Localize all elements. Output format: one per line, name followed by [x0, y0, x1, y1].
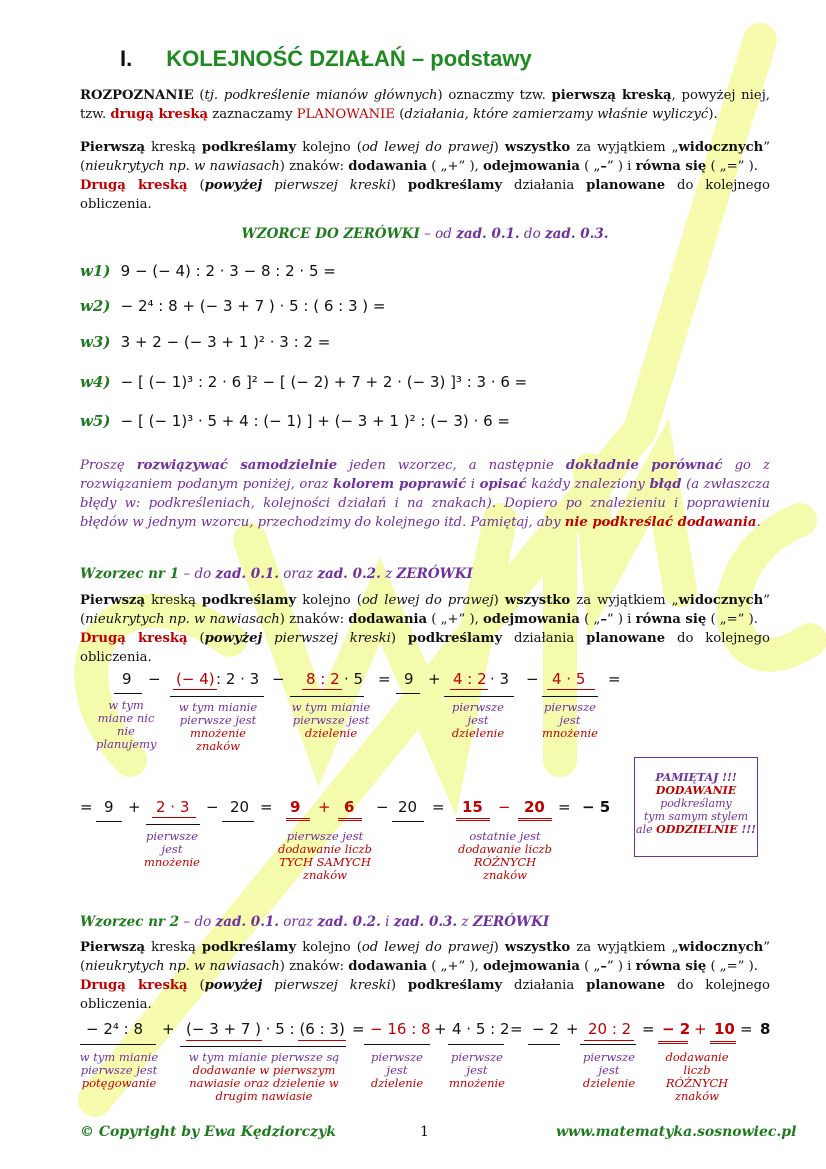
txt: zaznaczamy: [208, 107, 297, 122]
note: [182, 1051, 346, 1103]
term: 20: [230, 798, 250, 816]
operator: +: [318, 798, 331, 816]
txt: ( „: [579, 959, 601, 974]
operator: +: [434, 1020, 447, 1038]
txt: do kolejnego obliczenia.: [80, 178, 770, 212]
operator: +: [128, 798, 141, 816]
txt: kreską: [145, 940, 202, 955]
operator: =: [260, 798, 273, 816]
note-line: pierwsze jest: [452, 700, 504, 727]
txt: go z rozwiązaniem podanym poniżej, oraz: [80, 458, 770, 492]
operator: −: [148, 670, 161, 688]
txt: Proszę: [80, 458, 137, 473]
txt: WZORCE DO ZERÓWKI: [241, 226, 420, 242]
txt: , powyżej niej, tzw.: [80, 88, 770, 122]
txt: planowane: [586, 978, 666, 993]
wzorzec-expression: 9 − (− 4) : 2 · 3 − 8 : 2 · 5 =: [120, 262, 336, 280]
operator: =: [378, 670, 391, 688]
txt: ” (: [80, 140, 770, 174]
wzorzec-w4: w4) − [ (− 1)³ : 2 · 6 ]² − [ (− 2) + 7 + 2 · (− 3) ]³ : 3 · 6 =: [80, 373, 528, 391]
intro-paragraph-1: [80, 86, 770, 124]
txt: błąd: [649, 477, 682, 492]
txt: widocznych: [678, 940, 764, 955]
term: 20 : 2: [588, 1020, 632, 1038]
page-number: 1: [420, 1124, 429, 1140]
operator: −: [526, 670, 539, 688]
note-line: pierwsze jest: [451, 1050, 503, 1077]
note-line: dzielenie: [304, 726, 358, 740]
txt: tj. podkreślenie mianów głównych: [204, 88, 438, 103]
txt: za wyjątkiem „: [570, 593, 679, 608]
txt: – od: [419, 226, 457, 242]
txt: podkreślamy: [201, 140, 297, 155]
txt: kolorem poprawić: [333, 477, 467, 492]
note-line: ODDZIELNIE: [656, 823, 738, 836]
txt: wszystko: [504, 940, 571, 955]
term: 4 · 5: [552, 670, 586, 688]
note-line: PAMIĘTAJ !!!: [655, 771, 737, 784]
txt: dokładnie porównać: [565, 458, 723, 473]
txt: ): [493, 593, 505, 608]
note-line: podkreślamy: [660, 797, 732, 810]
txt: ): [493, 940, 505, 955]
term: 9: [404, 670, 414, 688]
txt: zad. 0.3.: [545, 226, 609, 242]
term: − 16 : 8: [370, 1020, 431, 1038]
txt: ” ) i: [606, 612, 636, 627]
wzorzec-w3: w3) 3 + 2 − (− 3 + 1 )² · 3 : 2 =: [80, 333, 331, 351]
wzorzec2-rules: [80, 938, 770, 1014]
wzorzec-label: w1: [80, 262, 104, 280]
txt: od lewej do prawej: [361, 593, 494, 608]
operator: =: [558, 798, 571, 816]
txt: jeden wzorzec, a następnie: [337, 458, 566, 473]
txt: oraz: [279, 914, 318, 930]
txt: odejmowania: [482, 959, 580, 974]
txt: i: [466, 477, 480, 492]
term: (− 4): [176, 670, 215, 688]
note: [286, 701, 376, 740]
txt: ROZPOZNANIE: [80, 88, 194, 103]
wzorzec-w1: w1) 9 − (− 4) : 2 · 3 − 8 : 2 · 5 =: [80, 262, 336, 280]
note-line: mnożenie: [542, 726, 598, 740]
note: [364, 1051, 430, 1090]
term: 20: [398, 798, 418, 816]
txt: Pierwszą: [80, 593, 146, 608]
operator: −: [272, 670, 285, 688]
note-line: w tym mianie pierwsze jest: [178, 700, 258, 727]
wzorzec-expression: 3 + 2 − (− 3 + 1 )² · 3 : 2 =: [120, 333, 331, 351]
note-line: DODAWANIE: [655, 784, 737, 797]
note-line: ostatnie jest: [469, 829, 541, 843]
note-line: ale: [636, 823, 657, 836]
txt: ( „+” ),: [427, 959, 483, 974]
txt: do kolejnego obliczenia.: [80, 978, 770, 1012]
note-line: mnożenie znaków: [190, 726, 246, 753]
term: : 2 · 3: [216, 670, 260, 688]
note: [538, 701, 602, 740]
txt: ” ) i: [606, 159, 636, 174]
term: 20: [524, 798, 545, 816]
txt: równa się: [635, 959, 707, 974]
txt: ( „: [579, 159, 601, 174]
txt: wszystko: [504, 593, 571, 608]
note: [170, 701, 266, 753]
term: 2 · 3: [156, 798, 190, 816]
txt: widocznych: [678, 593, 764, 608]
txt: ( „=” ).: [706, 612, 758, 627]
wzorzec-w5: w5) − [ (− 1)³ · 5 + 4 : (− 1) ] + (− 3 + 1 )² : (− 3) · 6 =: [80, 412, 510, 430]
txt: działania: [502, 978, 587, 993]
term: 4 : 2: [453, 670, 487, 688]
note: w tym miane nic nie planujemy: [96, 698, 157, 751]
txt: ZERÓWKI: [472, 914, 550, 930]
txt: .: [756, 515, 761, 530]
operator: =: [510, 1020, 523, 1038]
footer-copyright: © Copyright by Ewa Kędziorczyk: [80, 1124, 336, 1140]
term: − 2: [662, 1020, 691, 1038]
txt: od lewej do prawej: [361, 140, 494, 155]
operator: +: [428, 670, 441, 688]
term: 9: [122, 670, 132, 688]
txt: zad. 0.1.: [456, 226, 520, 242]
txt: zad. 0.3.: [393, 914, 458, 930]
txt: (: [395, 107, 405, 122]
operator: =: [352, 1020, 365, 1038]
txt: nieukrytych np. w nawiasach: [85, 612, 280, 627]
term: 15: [462, 798, 483, 816]
txt: dodawania: [348, 159, 428, 174]
note-line: potęgowanie: [81, 1076, 157, 1090]
note-line: pierwsze jest: [583, 1050, 635, 1077]
note: [576, 1051, 642, 1090]
txt: działania, które zamierzamy właśnie wyliczyć: [404, 107, 709, 122]
txt: ” ) i: [606, 959, 636, 974]
note: [444, 1051, 510, 1090]
txt: za wyjątkiem „: [570, 140, 679, 155]
txt: powyżej: [204, 978, 263, 993]
txt: –: [600, 959, 607, 974]
txt: Drugą kreską: [80, 631, 188, 646]
txt: ( „+” ),: [427, 612, 483, 627]
txt: ) znaków:: [279, 612, 349, 627]
wzorzec-label: w5: [80, 412, 104, 430]
txt: PLANOWANIE: [296, 107, 396, 122]
txt: kolejno (: [296, 940, 362, 955]
operator: +: [566, 1020, 579, 1038]
intro-paragraph-2: [80, 138, 770, 214]
txt: Pierwszą: [80, 940, 146, 955]
txt: od lewej do prawej: [361, 940, 494, 955]
note-line: w tym mianie pierwsze jest: [291, 700, 371, 727]
txt: pierwszej kreski: [262, 631, 391, 646]
txt: ( „=” ).: [706, 159, 758, 174]
txt: opisać: [479, 477, 527, 492]
term: − 2⁴ : 8: [86, 1020, 144, 1038]
result: 8: [760, 1020, 771, 1038]
txt: kreską: [145, 593, 202, 608]
txt: (: [187, 631, 205, 646]
txt: kolejno (: [296, 140, 362, 155]
operator: =: [642, 1020, 655, 1038]
txt: podkreślamy: [201, 593, 297, 608]
txt: Wzorzec nr 2: [80, 914, 180, 930]
txt: – do: [179, 914, 216, 930]
txt: pierwszej kreski: [262, 978, 391, 993]
txt: ) znaków:: [279, 959, 349, 974]
txt: zad. 0.1.: [215, 914, 279, 930]
note-line: !!!: [737, 823, 756, 836]
txt: zad. 0.2.: [317, 914, 381, 930]
note: [450, 830, 560, 882]
operator: −: [206, 798, 219, 816]
txt: działania: [502, 178, 587, 193]
txt: podkreślamy: [407, 631, 503, 646]
txt: widocznych: [678, 140, 764, 155]
txt: planowane: [586, 631, 666, 646]
term: · 5: [344, 670, 364, 688]
txt: do: [519, 226, 545, 242]
note-line: pierwsze jest: [286, 829, 364, 843]
txt: kolejno (: [296, 593, 362, 608]
operator: =: [608, 670, 621, 688]
txt: planowane: [586, 178, 666, 193]
txt: pierwszą kreską: [551, 88, 672, 103]
term: 9: [290, 798, 301, 816]
note: [140, 830, 204, 869]
txt: –: [600, 612, 607, 627]
txt: – do: [179, 566, 216, 582]
txt: zad. 0.2.: [317, 566, 381, 582]
txt: ): [390, 978, 408, 993]
txt: podkreślamy: [407, 178, 503, 193]
txt: zad. 0.1.: [215, 566, 279, 582]
txt: ).: [708, 107, 718, 122]
operator: +: [162, 1020, 175, 1038]
operator: −: [376, 798, 389, 816]
wzorzec-expression: − 2⁴ : 8 + (− 3 + 7 ) · 5 : ( 6 : 3 ) =: [120, 297, 386, 315]
wzorzec-w2: w2) − 2⁴ : 8 + (− 3 + 7 ) · 5 : ( 6 : 3 ) =: [80, 297, 386, 315]
txt: do kolejnego obliczenia.: [80, 631, 770, 665]
remember-note-box: [634, 757, 758, 857]
wzorzec-label: w3: [80, 333, 104, 351]
wzorzec-expression: − [ (− 1)³ : 2 · 6 ]² − [ (− 2) + 7 + 2 · (− 3) ]³ : 3 · 6 =: [120, 373, 528, 391]
txt: ” (: [80, 593, 770, 627]
txt: z: [457, 914, 473, 930]
wzorce-heading: [80, 226, 770, 242]
txt: (: [187, 978, 205, 993]
chapter-number: I.: [120, 46, 133, 71]
txt: ): [390, 631, 408, 646]
note-line: dodawanie liczb RÓŻNYCH znaków: [458, 842, 552, 882]
result: − 5: [582, 798, 611, 816]
txt: pierwszej kreski: [262, 178, 391, 193]
txt: dodawania: [348, 612, 428, 627]
note-line: w tym mianie pierwsze są: [188, 1050, 340, 1064]
note-line: dzielenie: [370, 1076, 424, 1090]
operator: =: [80, 798, 93, 816]
txt: ( „=” ).: [706, 959, 758, 974]
term: 6: [344, 798, 355, 816]
txt: oraz: [279, 566, 318, 582]
term: − 2: [532, 1020, 559, 1038]
txt: równa się: [635, 159, 707, 174]
txt: (: [187, 178, 205, 193]
txt: odejmowania: [482, 159, 580, 174]
term: · 3: [490, 670, 510, 688]
note-line: dzielenie: [451, 726, 505, 740]
txt: nie podkreślać dodawania: [564, 515, 757, 530]
txt: rozwiązywać samodzielnie: [136, 458, 338, 473]
txt: (a zwłaszcza błędy w: podkreśleniach, kolejności działań i na znakach). Dopiero po znalezieniu i poprawieniu błędów w jednym wzorcu, przechodzimy do kolejnego itd. Pamiętaj, aby: [80, 477, 770, 530]
txt: ): [390, 178, 408, 193]
term: 8 : 2: [306, 670, 340, 688]
txt: powyżej: [204, 631, 263, 646]
wzorzec2-heading: [80, 914, 549, 930]
txt: podkreślamy: [201, 940, 297, 955]
txt: dodawania: [348, 959, 428, 974]
txt: ZERÓWKI: [396, 566, 473, 582]
wzorzec-label: w2: [80, 297, 104, 315]
operator: =: [432, 798, 445, 816]
txt: powyżej: [204, 178, 263, 193]
page-title: [120, 46, 532, 72]
txt: podkreślamy: [407, 978, 503, 993]
operator: −: [498, 798, 511, 816]
term: 10: [714, 1020, 735, 1038]
note-line: tym samym stylem: [643, 810, 749, 823]
txt: ): [493, 140, 505, 155]
note-line: w tym mianie pierwsze jest: [79, 1050, 159, 1077]
txt: drugą kreską: [110, 107, 209, 122]
note: [272, 830, 378, 882]
note-line: dodawanie w pierwszym nawiasie oraz dzielenie w drugim nawiasie: [189, 1063, 339, 1103]
note-line: dodawanie liczb TYCH SAMYCH znaków: [278, 842, 372, 882]
note-line: pierwsze jest: [371, 1050, 423, 1077]
txt: i: [380, 914, 394, 930]
term: 9: [104, 798, 114, 816]
txt: Pierwszą: [80, 140, 146, 155]
wzorzec1-heading: [80, 566, 473, 582]
wzorzec1-rules: [80, 591, 770, 667]
note-line: mnożenie: [449, 1076, 505, 1090]
txt: działania: [502, 631, 587, 646]
note-line: dzielenie: [582, 1076, 636, 1090]
txt: ( „: [579, 612, 601, 627]
txt: kreską: [145, 140, 202, 155]
txt: nieukrytych np. w nawiasach: [85, 159, 280, 174]
operator: =: [740, 1020, 753, 1038]
wzorzec-label: w4: [80, 373, 104, 391]
note-line: pierwsze jest: [146, 829, 198, 856]
txt: ) oznaczmy tzw.: [437, 88, 552, 103]
txt: ( „+” ),: [427, 159, 483, 174]
note-line: pierwsze jest: [544, 700, 596, 727]
txt: ) znaków:: [279, 159, 349, 174]
note: dodawanie liczb RÓŻNYCH znaków: [665, 1050, 729, 1103]
txt: każdy znaleziony: [526, 477, 650, 492]
instruction-paragraph: [80, 456, 770, 532]
txt: równa się: [635, 612, 707, 627]
txt: Drugą kreską: [80, 978, 188, 993]
txt: nieukrytych np. w nawiasach: [85, 959, 280, 974]
txt: ” (: [80, 940, 770, 974]
txt: –: [600, 159, 607, 174]
note: [446, 701, 510, 740]
note-line: mnożenie: [144, 855, 200, 869]
chapter-title: KOLEJNOŚĆ DZIAŁAŃ – podstawy: [166, 46, 532, 71]
note: [74, 1051, 164, 1090]
txt: odejmowania: [482, 612, 580, 627]
footer-url[interactable]: www.matematyka.sosnowiec.pl: [556, 1124, 797, 1140]
term: 4 · 5 : 2: [452, 1020, 510, 1038]
txt: Wzorzec nr 1: [80, 566, 180, 582]
txt: z: [380, 566, 397, 582]
txt: wszystko: [504, 140, 571, 155]
term: (− 3 + 7 ) · 5 : (6 : 3): [186, 1020, 345, 1038]
operator: +: [694, 1020, 707, 1038]
wzorzec-expression: − [ (− 1)³ · 5 + 4 : (− 1) ] + (− 3 + 1 )² : (− 3) · 6 =: [120, 412, 510, 430]
txt: za wyjątkiem „: [570, 940, 679, 955]
txt: (: [193, 88, 205, 103]
txt: Drugą kreską: [80, 178, 188, 193]
